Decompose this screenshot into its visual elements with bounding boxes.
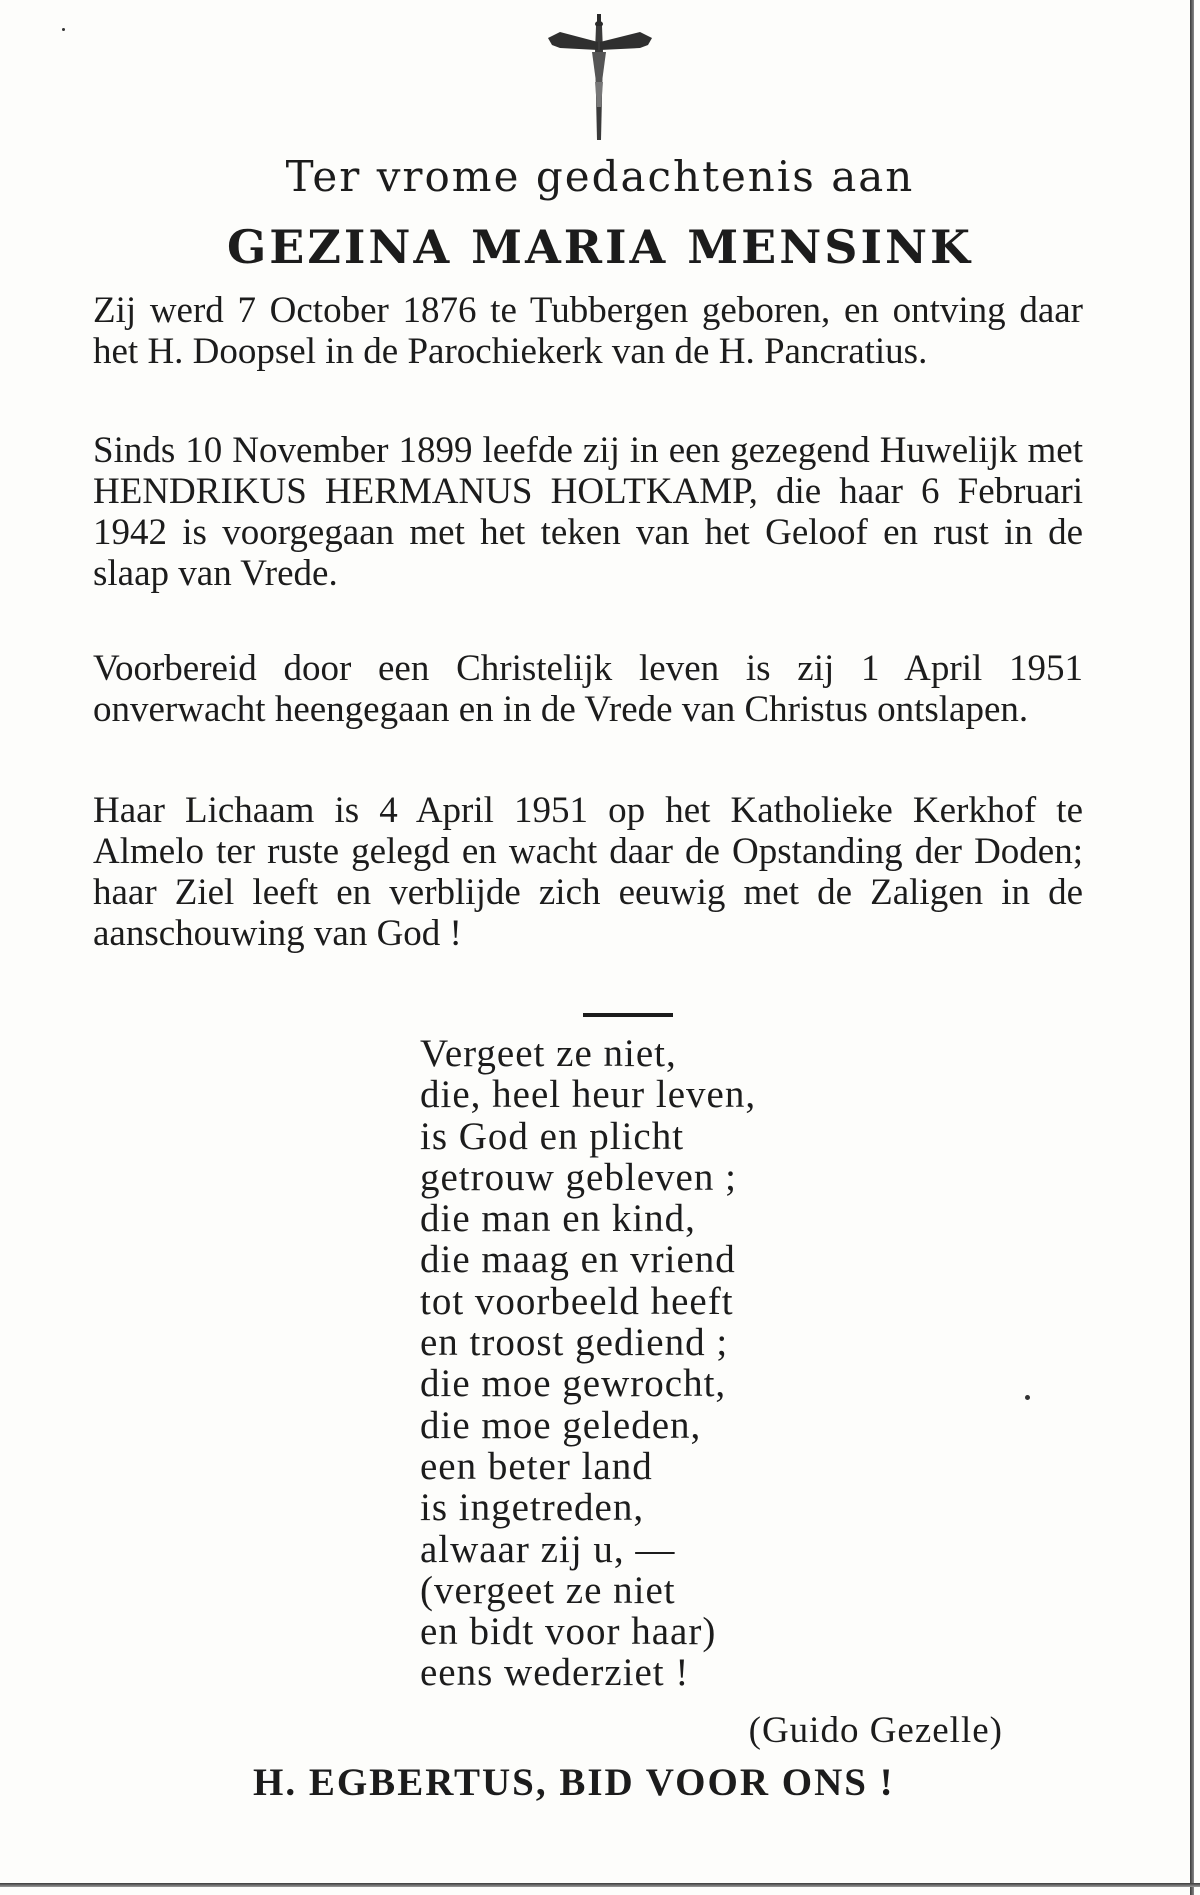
death-paragraph: Voorbereid door een Christelijk leven is zij 1 April 1951 onverwacht heengegaan en in de Vrede van Christus ontslapen. (93, 648, 1083, 730)
birth-paragraph: Zij werd 7 October 1876 te Tubbergen geboren, en ontving daar het H. Doopsel in de Parochiekerk van de H. Pancratius. (93, 290, 1083, 372)
poem-line: Vergeet ze niet, (420, 1032, 677, 1075)
poem-line: getrouw gebleven ; (420, 1155, 737, 1199)
burial-paragraph: Haar Lichaam is 4 April 1951 op het Katholieke Kerkhof te Almelo ter ruste gelegd en wacht daar de Opstanding der Doden; haar Ziel leeft en verblijde zich eeuwig met de Zaligen in de aanschouwing van God ! (93, 790, 1083, 954)
poem-author: (Guido Gezelle) (748, 1710, 1003, 1751)
marriage-paragraph: Sinds 10 November 1899 leefde zij in een gezegend Huwelijk met HENDRIKUS HERMANUS HOLTKAMP, die haar 6 Februari 1942 is voorgegaan met het teken van het Geloof en rust in de slaap van Vrede. (93, 430, 1083, 594)
poem-line: is God en plicht (420, 1114, 685, 1158)
poem-line: en troost gediend ; (420, 1321, 729, 1365)
poem-line: die, heel heur leven, (420, 1073, 757, 1117)
deceased-name: GEZINA MARIA MENSINK (226, 220, 974, 274)
poem-line: die moe gewrocht, (420, 1362, 727, 1406)
cross-icon (540, 12, 660, 142)
poem-line: die man en kind, (420, 1197, 696, 1241)
poem-line: (vergeet ze niet (420, 1568, 676, 1612)
poem-line: die moe geleden, (420, 1403, 702, 1447)
closing-prayer: H. EGBERTUS, BID VOOR ONS ! (253, 1761, 895, 1804)
poem-line: tot voorbeeld heeft (420, 1279, 734, 1323)
poem-line: alwaar zij u, — (420, 1527, 676, 1571)
poem (420, 1033, 756, 1694)
intro-line: Ter vrome gedachtenis aan (285, 152, 915, 201)
poem-line: een beter land (420, 1444, 653, 1488)
poem-line: is ingetreden, (420, 1486, 645, 1530)
card-edge-bottom (0, 1883, 1200, 1887)
card-edge-right (1190, 0, 1194, 1895)
poem-line: en bidt voor haar) (420, 1610, 717, 1654)
paper-speck (1025, 1395, 1030, 1400)
poem-line: eens wederziet ! (420, 1651, 690, 1695)
paper-speck (62, 28, 65, 31)
divider (583, 1013, 673, 1017)
poem-line: die maag en vriend (420, 1238, 736, 1282)
